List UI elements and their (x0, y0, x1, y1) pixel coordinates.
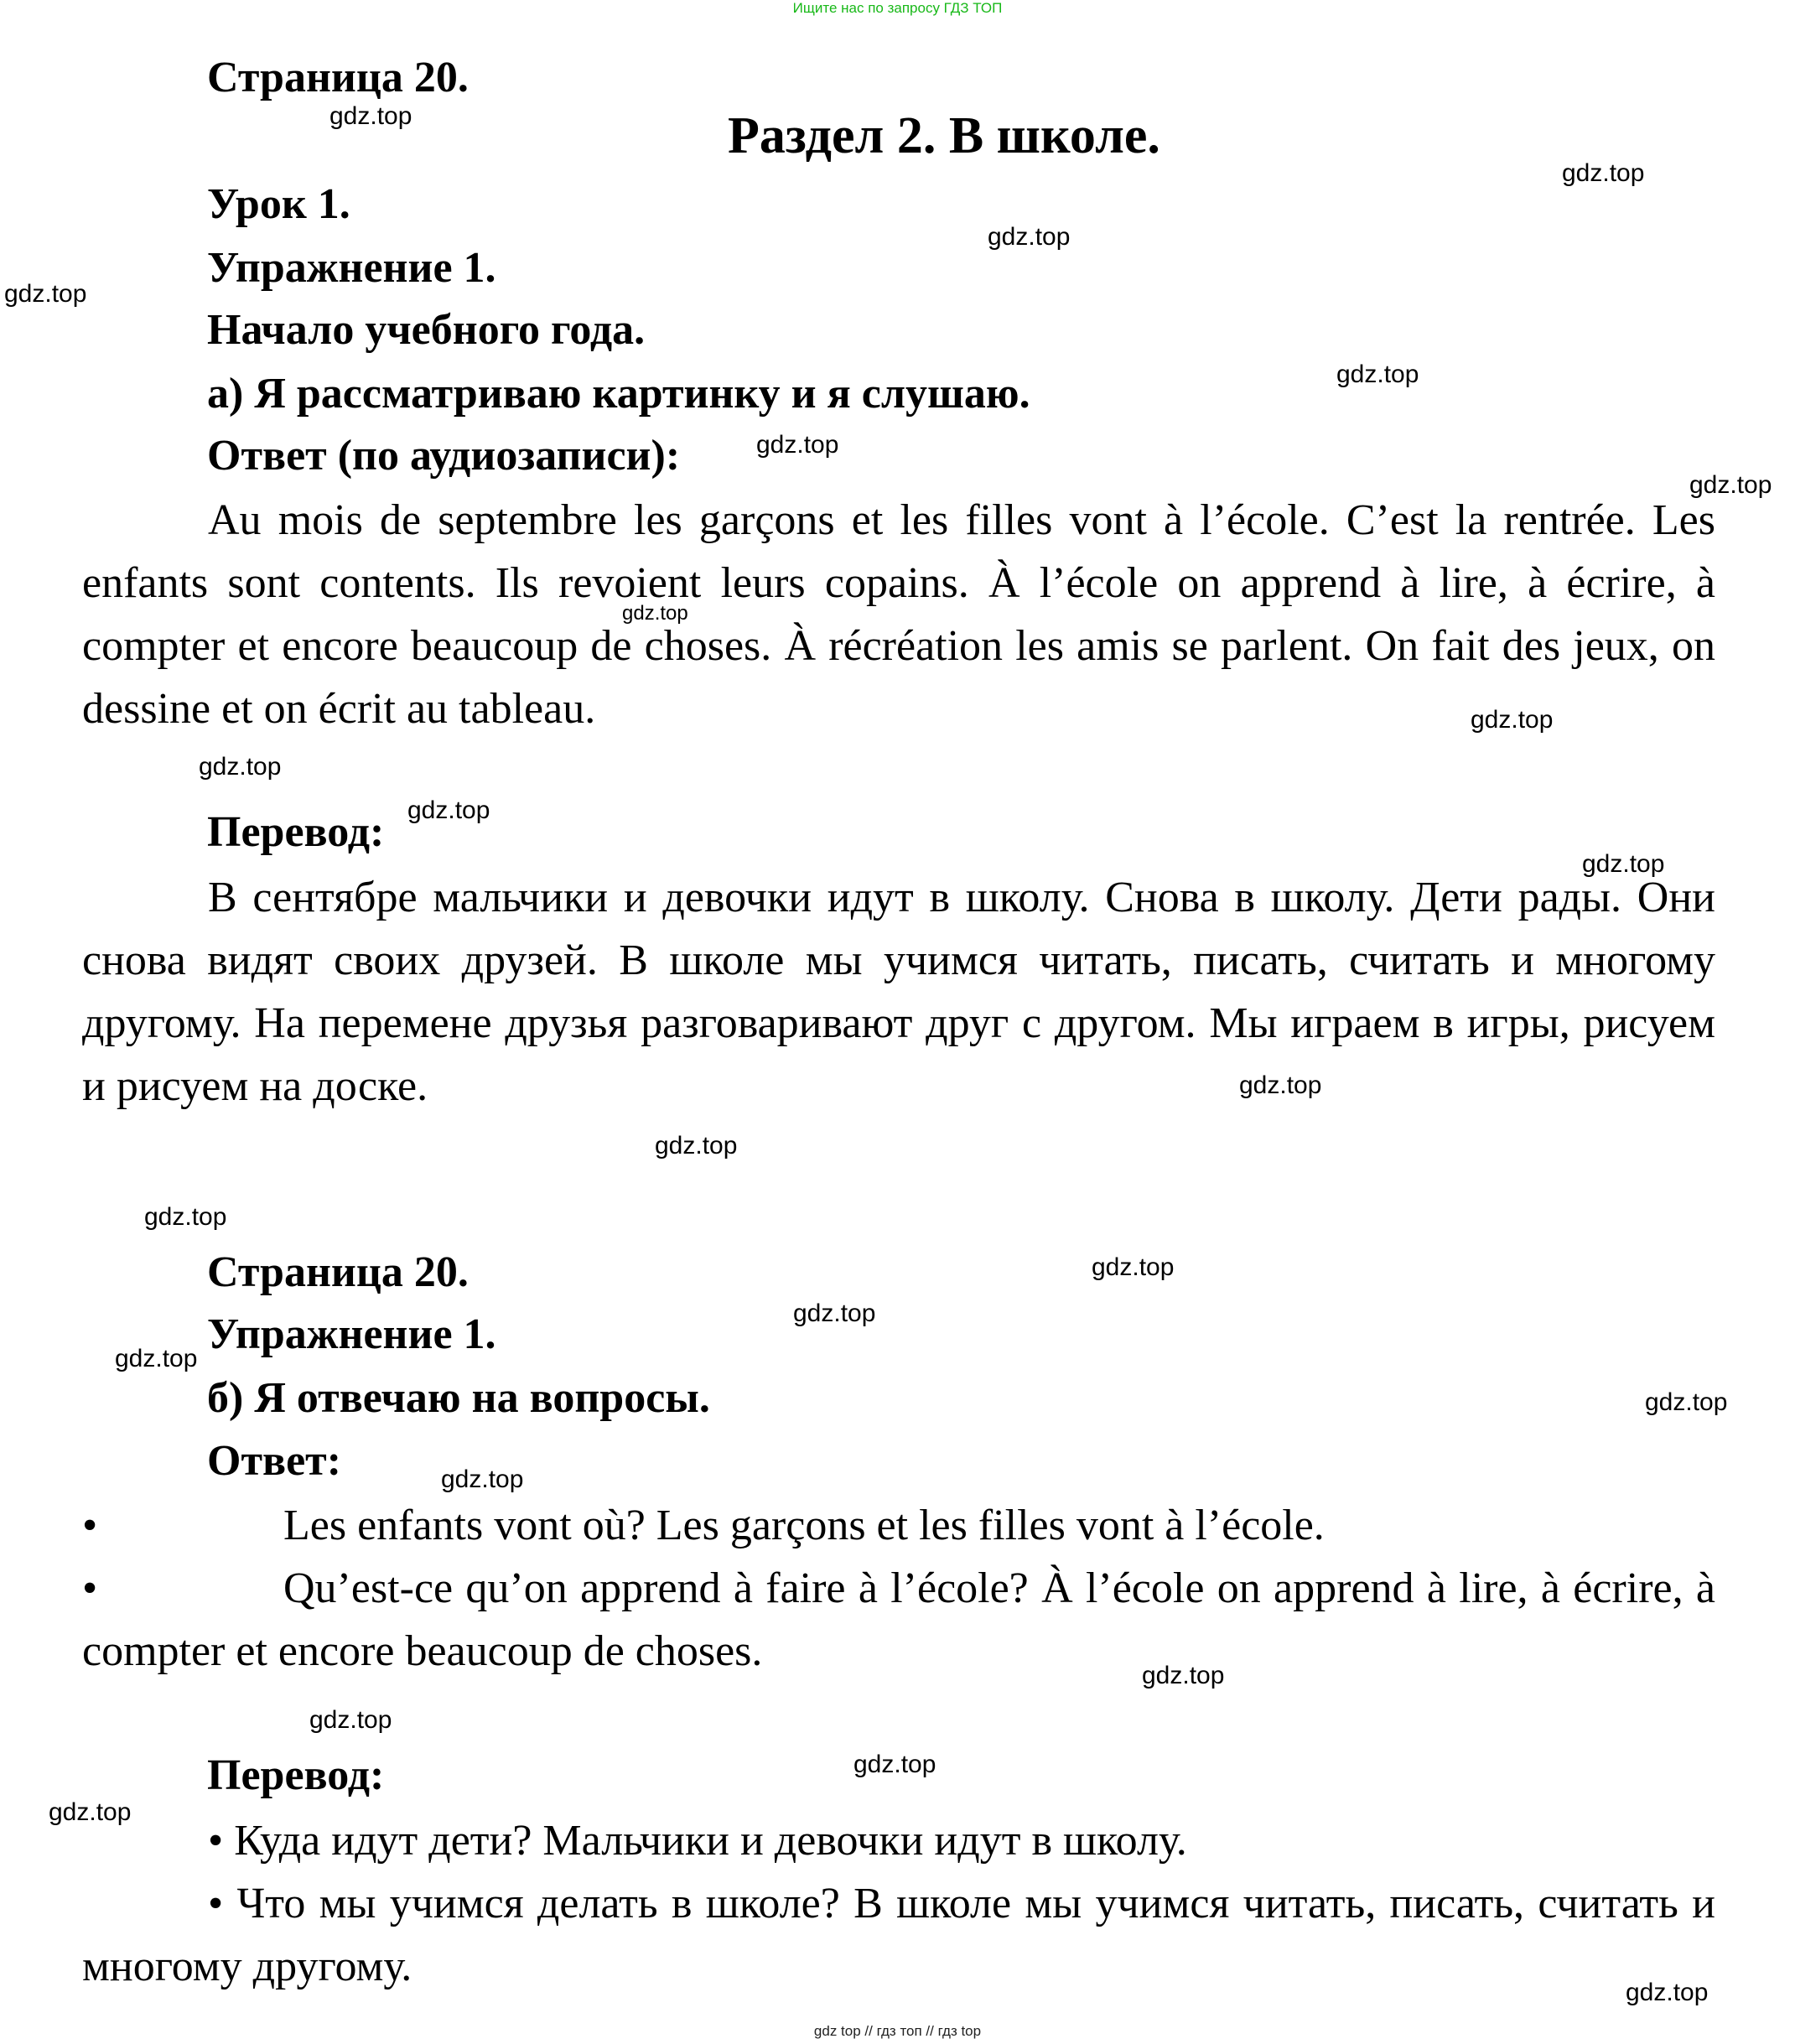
watermark-text: gdz.top (329, 102, 412, 130)
answer-item (82, 1557, 1715, 1683)
bullet-icon: • (82, 1564, 98, 1612)
watermark-text: gdz.top (655, 1132, 738, 1159)
watermark-text: gdz.top (988, 223, 1071, 251)
answer-text: Au mois de septembre les garçons et les filles vont à l’école. C’est la rentrée. Les enfants sont contents. Ils revoient leurs copains. À l’école on apprend à lire, à écrire, à compter et encore beaucoup de choses. À récréation les amis se parlent. On fait des jeux, on dessine et on écrit au tableau. (82, 496, 1715, 733)
page-label: Страница 20. (207, 54, 469, 101)
translation-label: Перевод: (207, 808, 385, 856)
watermark-text: gdz.top (144, 1203, 227, 1231)
watermark-text: gdz.top (199, 753, 282, 781)
watermark-text: gdz.top (1626, 1979, 1709, 2006)
watermark-text: gdz.top (115, 1345, 198, 1372)
watermark-text: gdz.top (1142, 1662, 1225, 1689)
translation-item: • Что мы учимся делать в школе? В школе мы учимся читать, писать, считать и многому другому. (82, 1880, 1715, 1990)
watermark-text: gdz.top (1689, 471, 1772, 499)
watermark-text: gdz.top (309, 1706, 392, 1734)
watermark-text: gdz.top (756, 431, 839, 459)
translation-label-2: Перевод: (207, 1751, 385, 1799)
section-title: Раздел 2. В школе. (728, 107, 1160, 164)
translation-text: В сентябре мальчики и девочки идут в школу. Снова в школу. Дети рады. Они снова видят своих друзей. В школе мы учимся читать, писать, считать и многому другому. На перемене друзья разговаривают друг с другом. Мы играем в игры, рисуем и рисуем на доске. (82, 874, 1715, 1110)
answer-item-text: Qu’est-ce qu’on apprend à faire à l’école? À l’école on apprend à lire, à écrire, à compter et encore beaucoup de choses. (82, 1564, 1715, 1675)
watermark-text: gdz.top (1645, 1388, 1728, 1416)
page-label-2: Страница 20. (207, 1248, 469, 1296)
footer: gdz top // гдз топ // гдз top (813, 2023, 982, 2039)
top-banner: Ищите нас по запросу ГДЗ ТОП (792, 0, 1003, 16)
watermark-text: gdz.top (49, 1798, 132, 1826)
watermark-text: gdz.top (1336, 361, 1419, 388)
answer-label-2: Ответ: (207, 1437, 342, 1485)
answer-item-text: Les enfants vont où? Les garçons et les filles vont à l’école. (283, 1502, 1325, 1549)
watermark-text: gdz.top (793, 1300, 876, 1327)
watermark-text: gdz.top (1239, 1071, 1322, 1099)
watermark-text: gdz.top (1471, 706, 1554, 734)
exercise-title-2: Упражнение 1. (207, 1310, 496, 1358)
watermark-text: gdz.top (1092, 1253, 1175, 1281)
watermark-text: gdz.top (407, 796, 490, 824)
answer-label: Ответ (по аудиозаписи): (207, 432, 681, 480)
watermark-text: gdz.top (853, 1751, 936, 1778)
translation-item: • Куда идут дети? Мальчики и девочки идут в школу. (208, 1817, 1187, 1865)
answer-item (82, 1494, 1715, 1557)
topic-title: Начало учебного года. (207, 306, 646, 354)
watermark-text: gdz.top (622, 602, 688, 625)
watermark-text: gdz.top (4, 280, 87, 308)
watermark-text: gdz.top (441, 1466, 524, 1493)
task-title: а) Я рассматриваю картинку и я слушаю. (207, 370, 1030, 418)
bullet-icon: • (82, 1502, 98, 1549)
watermark-text: gdz.top (1562, 159, 1645, 187)
watermark-text: gdz.top (1582, 850, 1665, 878)
exercise-title: Упражнение 1. (207, 244, 496, 292)
lesson-title: Урок 1. (207, 180, 350, 228)
task-title-2: б) Я отвечаю на вопросы. (207, 1374, 710, 1422)
